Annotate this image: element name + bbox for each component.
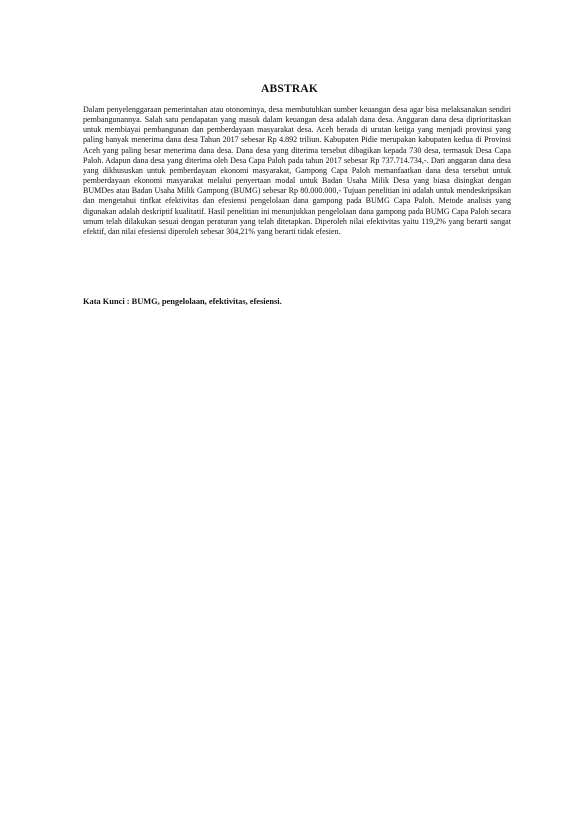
abstract-paragraph: Dalam penyelenggaraan pemerintahan atau otonominya, desa membutuhkan sumber keuangan desa agar bisa melaksanakan sendiri pembangunannya. Salah satu pendapatan yang masuk dalam keuangan desa adalah dana desa. Anggaran dana desa diprioritaskan untuk membiayai pembangunan dan pemberdayaan masyarakat desa. Aceh berada di urutan ketiga yang menjadi provinsi yang paling banyak menerima dana desa Tahun 2017 sebesar Rp 4.892 triliun. Kabupaten Pidie merupakan kabupaten kedua di Provinsi Aceh yang paling besar menerima dana desa. Dana desa yang diterima tersebut dibagikan kepada 730 desa, termasuk Desa Capa Paloh. Adapun dana desa yang diterima oleh Desa Capa Paloh pada tahun 2017 sebesar Rp 737.714.734,-. Dari anggaran dana desa yang dikhususkan untuk pemberdayaan ekonomi masyarakat, Gampong Capa Paloh memanfaatkan dana desa tersebut untuk pemberdayaan ekonomi masyarakat melalui penyertaan modal untuk Badan Usaha Milik Desa yang biasa disingkat dengan BUMDes atau Badan Usaha Milik Gampong (BUMG) sebesar Rp 80.000.000,- Tujuan penelitian ini adalah untuk mendeskripsikan dan mengetahui tinfkat efektivitas dan efesiensi pengelolaan dana gampong pada BUMG Capa Paloh. Metode analisis yang digunakan adalah deskriptif kualitatif. Hasil penelitian ini menunjukkan pengelolaan dana gampong pada BUMG Capa Paloh secara umum telah dilakukan sesuai dengan peraturan yang telah ditetapkan. Diperoleh nilai efektivitas yaitu 119,2% yang berarti sangat efektif, dan nilai efesiensi diperoleh sebesar 304,21% yang berarti tidak efesien. — [83, 105, 511, 236]
page-title: ABSTRAK — [261, 83, 318, 95]
keywords-line: Kata Kunci : BUMG, pengelolaan, efektivitas, efesiensi. — [83, 297, 282, 306]
